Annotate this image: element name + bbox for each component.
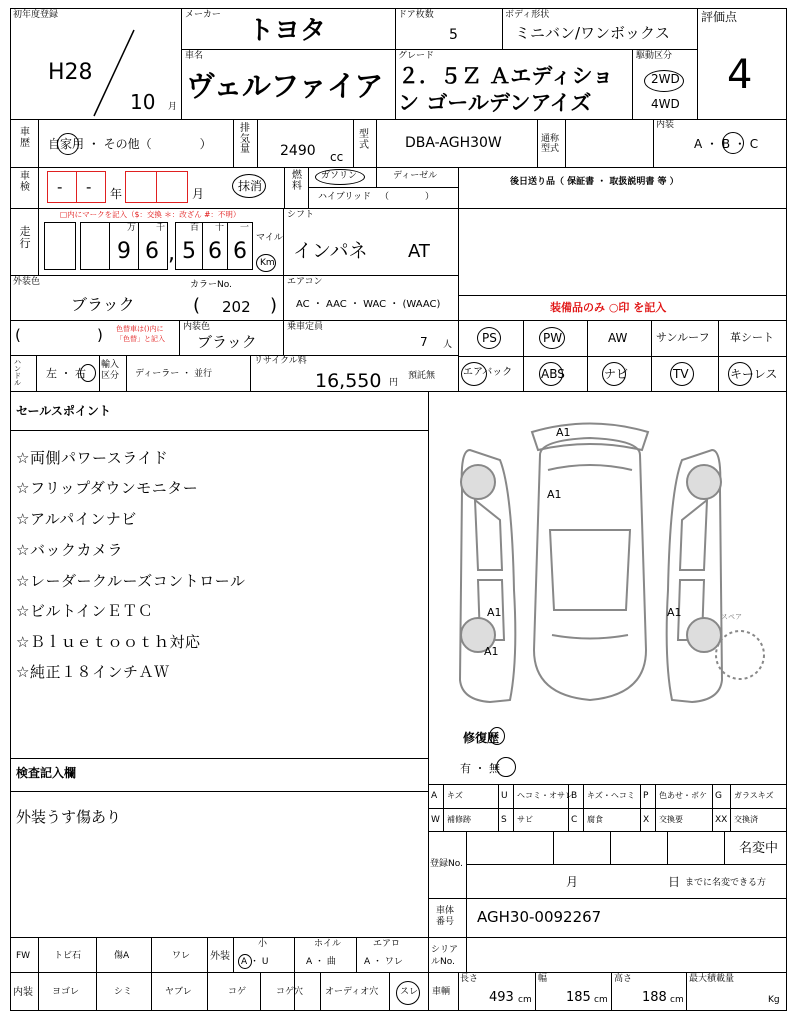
- int-scuff-circle: [396, 981, 420, 1005]
- equip-airbag-circle: [461, 362, 487, 386]
- fuel-diesel: ディーゼル: [393, 171, 438, 181]
- sales-point-8: ☆純正１８インチＡＷ: [16, 663, 170, 681]
- fuel-gasoline: ガソリン: [321, 171, 358, 181]
- legend-desc: ガラスキズ: [734, 791, 774, 800]
- equip-abs: ABS: [541, 367, 565, 381]
- equip-navi: ナビ: [604, 367, 629, 381]
- shift-label: シフト: [287, 210, 315, 220]
- sales-point-1: ☆両側パワースライド: [16, 449, 169, 467]
- ext-wheel-val: A ・ 曲: [306, 957, 336, 967]
- int-item-5: コゲ穴: [276, 987, 304, 997]
- first-registration-label: 初年度登録: [13, 10, 59, 20]
- body-type: ミニバン/ワンボックス: [515, 24, 670, 42]
- inspection-month-box2: [156, 171, 188, 203]
- damage-mark-right-door: A1: [667, 606, 682, 619]
- damage-mark-roof: A1: [547, 488, 562, 501]
- legend-desc: キズ: [447, 791, 463, 800]
- legend-desc: サビ: [517, 815, 533, 824]
- grade-label: グレード: [398, 51, 435, 61]
- ext-label: 外装: [210, 951, 230, 962]
- fw-item-3: ワレ: [172, 951, 191, 961]
- equip-navi-circle: [602, 362, 629, 386]
- ac-label: エアコン: [287, 277, 323, 287]
- fuel-label: 燃料: [292, 170, 302, 192]
- ext-small: 小: [258, 939, 268, 949]
- equip-sunroof: サンルーフ: [656, 331, 710, 344]
- interior-b-circle: [722, 132, 744, 154]
- damage-mark-rear: A1: [556, 426, 571, 439]
- maker-label: メーカー: [185, 10, 221, 20]
- ac-options: AC ・ AAC ・ WAC ・ (WAAC): [296, 299, 441, 310]
- repair-history-value: 有 ・ 無: [460, 762, 500, 775]
- inspection-expired: 抹消: [238, 179, 263, 193]
- legend-desc: キズ・ヘコミ: [587, 791, 635, 800]
- mileage-digit-box0: [44, 222, 76, 270]
- legend-code: G: [715, 791, 722, 801]
- int-item-7: スレ: [400, 987, 419, 997]
- maker: トヨタ: [248, 16, 327, 46]
- color-no: 202: [222, 298, 251, 316]
- fuel-hybrid: ハイブリッド: [318, 192, 372, 202]
- doors-label: ドア枚数: [398, 10, 434, 20]
- mileage-digit4: 6: [208, 239, 222, 264]
- legend-code: X: [643, 815, 650, 825]
- handle-right-circle: [80, 364, 96, 382]
- later-items: 後日送り品（ 保証書 ・ 取扱説明書 等 ）: [510, 177, 679, 187]
- sales-point-4: ☆バックカメラ: [16, 541, 123, 559]
- month-unit: 月: [168, 102, 178, 112]
- dim-label: 車輌: [432, 987, 451, 997]
- load-unit: Kg: [768, 995, 780, 1005]
- equip-airbag: エアバック: [463, 367, 513, 378]
- legend-desc: ヘコミ・オサレ: [517, 791, 573, 800]
- sales-point-2: ☆フリップダウンモニター: [16, 479, 199, 497]
- model-label: 型式: [359, 129, 369, 151]
- car-name-label: 車名: [185, 51, 204, 61]
- legend-desc: 交換要: [659, 815, 683, 824]
- import-label: 輸入区分: [101, 360, 120, 381]
- mileage-digit3: 5: [182, 239, 196, 264]
- int-item-1: ヨゴレ: [52, 987, 80, 997]
- color-no-label: カラーNo.: [190, 280, 232, 290]
- mileage-digit-box1: [80, 222, 110, 270]
- drive-2wd-circle: [644, 70, 684, 92]
- legend-desc: 腐食: [587, 815, 603, 824]
- inspection-year-unit: 年: [110, 187, 123, 201]
- interior-color: ブラック: [197, 333, 257, 351]
- registration-box: [428, 831, 787, 899]
- recycle-label: リサイクル料: [254, 356, 307, 366]
- len-unit: cm: [518, 995, 532, 1005]
- exterior-color-label: 外装色: [13, 277, 41, 287]
- unit-juu: 十: [215, 223, 225, 233]
- inspection-notes-box: [10, 758, 429, 938]
- equip-tv-circle: [670, 362, 694, 386]
- length: 493: [489, 990, 514, 1005]
- later-items-area: [458, 208, 787, 296]
- grade-line1: ２．５Ｚ Ａエディショ: [398, 64, 614, 88]
- ext-aero-val: A ・ ワレ: [364, 957, 403, 967]
- color-change-note: 色替車は()内に「色替」と記入: [116, 325, 165, 343]
- spare-label: スペア: [721, 613, 742, 621]
- load-label: 最大積載量: [689, 974, 735, 984]
- chassis-number: AGH30-0092267: [477, 908, 602, 926]
- registration-year: H28: [48, 60, 93, 85]
- equip-keyless-circle: [728, 362, 752, 386]
- fw-label: FW: [16, 951, 31, 961]
- displacement: 2490: [280, 143, 316, 159]
- mileage-digit5: 6: [233, 239, 247, 264]
- fuel-hybrid-paren: （ ）: [380, 192, 435, 202]
- shift-position: インパネ: [293, 240, 368, 262]
- inspection-notes-text: 外装うす傷あり: [16, 808, 122, 826]
- name-change: 名変中: [739, 841, 779, 856]
- equip-aw: AW: [608, 331, 628, 345]
- len-label: 長さ: [460, 974, 479, 984]
- handle-value: 左 ・ 右: [46, 367, 86, 380]
- mileage-note: □内にマークを記入（$：交換 ＊：改ざん #：不明）: [60, 210, 241, 219]
- equip-ps: PS: [482, 331, 497, 345]
- ext-small-a-circle: [238, 954, 252, 969]
- serial-label: シリアルNo.: [431, 945, 459, 967]
- grade-score: 4: [727, 52, 753, 98]
- private-use-circle: [57, 133, 79, 155]
- equip-tv: TV: [673, 367, 689, 381]
- expired-circle: [232, 174, 266, 198]
- body-label: ボディ形状: [505, 10, 550, 20]
- reg-day-unit: 日: [668, 875, 681, 889]
- km-label: Km: [260, 258, 275, 268]
- reg-deadline-note: までに名変できる方: [685, 878, 767, 888]
- shift-type: AT: [408, 241, 430, 262]
- unit-man: 万: [127, 223, 137, 233]
- width: 185: [566, 990, 591, 1005]
- equip-ps-circle: [477, 327, 501, 349]
- unit-hyaku: 百: [190, 223, 200, 233]
- drive-label: 駆動区分: [636, 51, 673, 61]
- displacement-label: 排気量: [240, 123, 250, 155]
- inspection-label: 車検: [20, 171, 30, 193]
- legend-code: C: [571, 815, 578, 825]
- mileage-label: 走行: [19, 225, 31, 250]
- repair-none-circle: [496, 757, 516, 777]
- registration-month: 10: [130, 90, 156, 114]
- mileage-digit2: 6: [145, 239, 159, 264]
- legend-code: A: [431, 791, 438, 801]
- sales-point-6: ☆ビルトインＥＴＣ: [16, 602, 154, 620]
- sales-point-5: ☆レーダークルーズコントロール: [16, 572, 246, 590]
- damage-mark-left-door: A1: [487, 606, 502, 619]
- legend-code: XX: [715, 815, 728, 825]
- sales-point-7: ☆Ｂｌｕｅｔｏｏｔｈ対応: [16, 633, 201, 651]
- drive-4wd: 4WD: [651, 97, 680, 111]
- unit-ichi: 一: [240, 223, 250, 233]
- height-label: 高さ: [614, 974, 633, 984]
- color-no-paren-open: (: [193, 295, 201, 316]
- sales-points-title: セールスポイント: [16, 404, 111, 418]
- mileage-digit1: 9: [117, 239, 131, 264]
- legend-desc: 交換済: [734, 815, 758, 824]
- color-no-paren-close: ): [270, 295, 278, 316]
- gasoline-circle: [315, 169, 365, 185]
- reg-no-label: 登録No.: [430, 859, 463, 869]
- displacement-unit: cc: [330, 150, 344, 164]
- legend-code: P: [643, 791, 649, 801]
- equip-abs-circle: [539, 362, 563, 386]
- ext-wheel: ホイル: [314, 939, 342, 949]
- fw-item-2: 傷A: [114, 951, 130, 961]
- equipment-note: 装備品のみ ○印 を記入: [550, 301, 667, 314]
- import-value: ディーラー ・ 並行: [135, 369, 213, 379]
- handle-label: ハンドル: [14, 358, 21, 387]
- equip-pw: PW: [543, 331, 563, 345]
- equip-keyless: キーレス: [730, 367, 778, 381]
- int-item-4: コゲ: [228, 987, 247, 997]
- interior-grade-label: 内装: [656, 120, 675, 130]
- capacity: 7: [420, 335, 428, 349]
- grade-score-label: 評価点: [701, 10, 738, 24]
- damage-mark-left-front: A1: [484, 645, 499, 658]
- recycle-amount: 16,550: [315, 370, 382, 392]
- height: 188: [642, 990, 667, 1005]
- ext-aero: エアロ: [373, 939, 401, 949]
- int-item-2: シミ: [114, 987, 133, 997]
- int-label: 内装: [13, 987, 33, 998]
- int-item-6: オーディオ穴: [325, 987, 379, 997]
- car-diagram: [440, 410, 780, 730]
- equip-pw-circle: [539, 327, 565, 349]
- car-name: ヴェルファイア: [186, 69, 383, 103]
- repair-circle-top: [489, 727, 505, 745]
- legend-code: B: [571, 791, 578, 801]
- height-unit: cm: [670, 995, 684, 1005]
- mile-label: マイル: [256, 233, 283, 243]
- legend-desc: 色あせ・ボケ: [659, 791, 707, 800]
- fw-item-1: トビ石: [54, 951, 82, 961]
- unit-sen: 千: [156, 223, 166, 233]
- km-circle: [256, 254, 276, 272]
- inspection-month-box1: [125, 171, 157, 203]
- sales-point-3: ☆アルパインナビ: [16, 510, 137, 528]
- history-label: 車歴: [20, 127, 30, 149]
- legend-code: S: [501, 815, 507, 825]
- legend-desc: 補修跡: [447, 815, 471, 824]
- width-label: 幅: [538, 974, 548, 984]
- repair-history-label: 修復歴: [463, 731, 500, 745]
- inspection-notes-title: 検査記入欄: [16, 766, 77, 780]
- int-item-3: ヤブレ: [165, 987, 192, 997]
- interior-color-label: 内装色: [183, 322, 211, 332]
- inspection-month-unit: 月: [192, 187, 205, 201]
- capacity-unit: 人: [443, 340, 453, 350]
- equip-leather: 革シート: [730, 331, 774, 344]
- chassis-label: 車体番号: [436, 906, 455, 927]
- capacity-label: 乗車定員: [287, 322, 324, 332]
- width-unit: cm: [594, 995, 608, 1005]
- common-model-label: 通称型式: [541, 134, 560, 154]
- legend-code: W: [431, 815, 440, 825]
- grade-line2: ン ゴールデンアイズ: [398, 91, 592, 115]
- recycle-unit: 円: [389, 378, 399, 388]
- ext-small-val: A ・ U: [241, 957, 269, 967]
- exterior-color: ブラック: [71, 295, 135, 314]
- doors: 5: [449, 27, 458, 43]
- mileage-separator: ,: [168, 241, 175, 266]
- model: DBA-AGH30W: [405, 135, 502, 151]
- recycle-deposit: 預託無: [408, 371, 436, 381]
- reg-month-unit: 月: [566, 875, 579, 889]
- drive-2wd: 2WD: [651, 72, 680, 86]
- history-value: 自家用 ・ その他（ ）: [48, 137, 212, 151]
- auction-sheet: 初年度登録 H28 10 月 メーカー トヨタ ドア枚数 5 ボディ形状 ミニバン/ワンボックス 評価点 4 車名 ヴェルファイア グレード ２．５Ｚ Ａエディショ ン ゴールデンアイズ 駆動区分 2WD 4WD 車歴 自家用 ・ その他（ ） 排気量 2490 cc 型式 DBA-AGH30W 通称型式 内装 A ・ B ・ C 車検 - - 年 月 抹消 燃料 ガソリン ディーゼル ハイブリッド （ ） 後日送り品（ 保証書 ・ 取扱説明書 等 ） 走行 □内にマークを記入（$：交換 ＊：改ざん #：不明） 万 千 百 十 一 9 6 , 5 6 6 マイル Km シフト インパネ AT 外装色 ブラック カラーNo. ( 202 ) エアコン AC ・ AAC ・ WAC ・ (WAAC) 装備品のみ ○印 を記入 ( ) 色替車は()内に「色替」と記入 内装色 ブラック 乗車定員 7 人 PS PW AW サンルーフ 革シート エアバック ABS ナビ TV キーレス ハンドル 左 ・ 右 輸入区分 ディーラー ・ 並行 リサイクル料 16,550 円 預託無 セールスポイント ☆両側パワースライド ☆フリップダウンモニター ☆アルパインナビ ☆バックカメラ ☆レーダークルーズコントロール ☆ビルトインＥＴＣ ☆Ｂｌｕｅｔｏｏｔｈ対応 ☆純正１８インチＡＷ A1 A1 A1 A1 A1 スペア 修復歴 有 ・ 無 検査記入欄 外装うす傷あり A キズ U ヘコミ・オサレ B キズ・ヘコミ P 色あせ・ボケ G ガラスキズ W 補修跡 S サビ C 腐食 X 交換要 XX 交換済 登録No. 名変中 月 日 までに名変できる方 車体番号 AGH30-0092267 FW トビ石 傷A ワレ 外装 小 A ・ U ホイル A ・ 曲 エアロ A ・ ワレ シリアルNo. 内装 ヨゴレ シミ ヤブレ コゲ コゲ穴 オーディオ穴 スレ 車輌 長さ 493 cm 幅 185 cm 高さ 188 cm 最大積載量 Kg: [0, 0, 800, 1024]
- interior-grade: A ・ B ・ C: [694, 137, 759, 151]
- legend-code: U: [501, 791, 508, 801]
